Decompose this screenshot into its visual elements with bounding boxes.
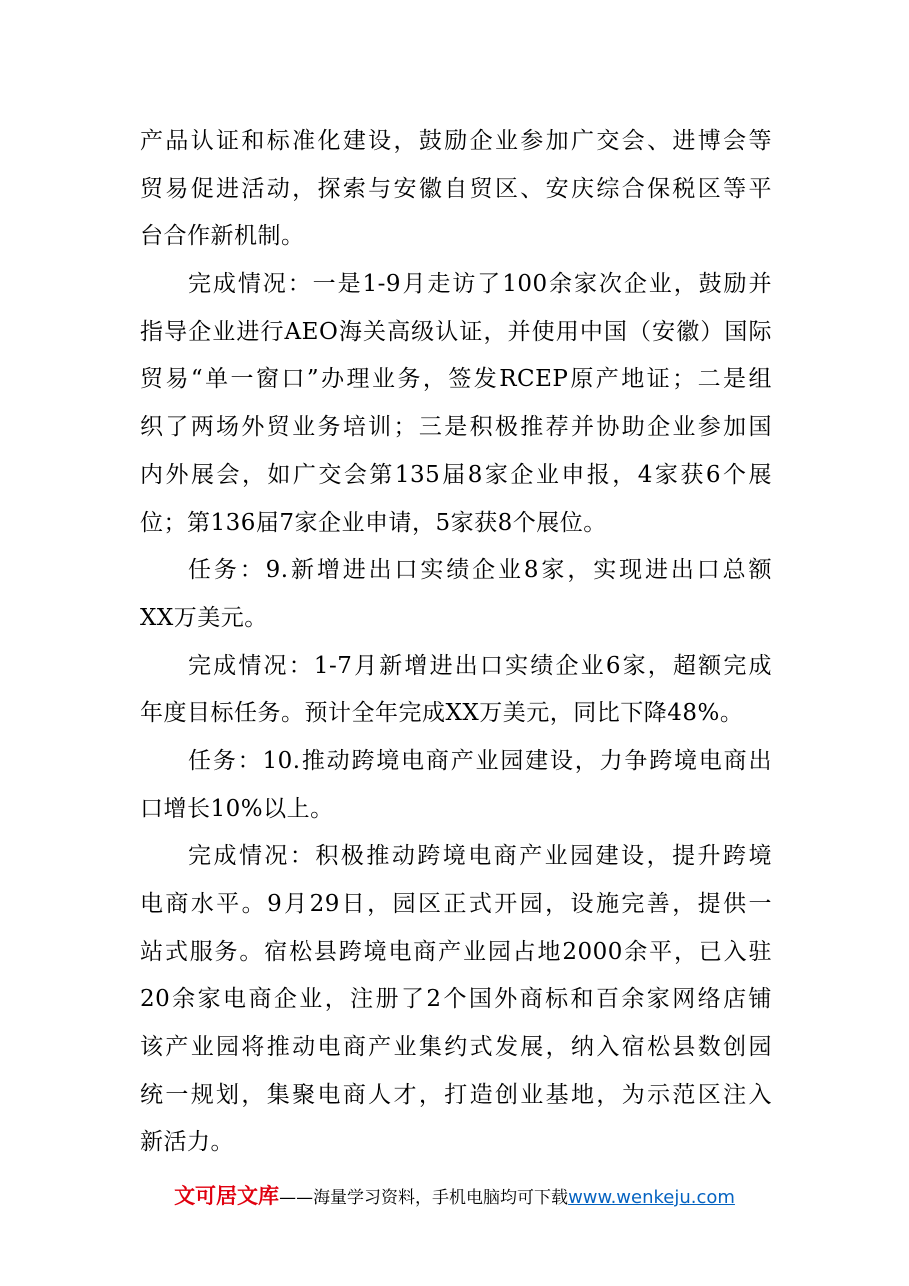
paragraph-first-line: 完成情况：一是1-9月走访了100余家次企业，鼓励并	[188, 271, 772, 298]
paragraph-first-line: 任务：10.推动跨境电商产业园建设，力争跨境电商出	[188, 747, 772, 774]
text-line: 年度目标任务。预计全年完成XX万美元，同比下降48%。	[140, 700, 744, 727]
text-line: 20余家电商企业，注册了2个国外商标和百余家网络店铺	[140, 986, 772, 1013]
footer-tagline: ——海量学习资料，手机电脑均可下载	[279, 1188, 569, 1208]
text-line: 台合作新机制。	[140, 223, 305, 250]
text-line: 站式服务。宿松县跨境电商产业园占地2000余平，已入驻	[140, 938, 772, 965]
footer-website-link[interactable]: www.wenkeju.com	[568, 1187, 735, 1208]
text-line: 贸易“单一窗口”办理业务，签发RCEP原产地证；二是组	[140, 366, 772, 393]
page-footer	[0, 1180, 909, 1210]
text-line: 电商水平。9月29日，园区正式开园，设施完善，提供一	[140, 891, 772, 917]
paragraph-first-line: 完成情况：积极推动跨境电商产业园建设，提升跨境	[188, 843, 772, 870]
document-body	[140, 118, 772, 1167]
text-line: 指导企业进行AEO海关高级认证，并使用中国（安徽）国际	[140, 318, 772, 345]
text-line: XX万美元。	[140, 604, 268, 631]
text-line: 口增长10%以上。	[140, 795, 334, 822]
text-line: 统一规划，集聚电商人才，打造创业基地，为示范区注入	[140, 1081, 772, 1108]
text-line: 内外展会，如广交会第135届8家企业申报，4家获6个展	[140, 461, 772, 488]
footer-brand: 文可居文库	[174, 1184, 280, 1208]
text-line: 产品认证和标准化建设，鼓励企业参加广交会、进博会等	[140, 128, 772, 154]
paragraph-first-line: 完成情况：1-7月新增进出口实绩企业6家，超额完成	[188, 652, 772, 679]
text-line: 贸易促进活动，探索与安徽自贸区、安庆综合保税区等平	[140, 175, 772, 202]
text-line: 位；第136届7家企业申请，5家获8个展位。	[140, 509, 607, 536]
text-line: 该产业园将推动电商产业集约式发展，纳入宿松县数创园	[140, 1034, 772, 1061]
paragraph-first-line: 任务：9.新增进出口实绩企业8家，实现进出口总额	[188, 557, 772, 584]
text-line: 织了两场外贸业务培训；三是积极推荐并协助企业参加国	[140, 414, 772, 441]
text-line: 新活力。	[140, 1129, 234, 1156]
